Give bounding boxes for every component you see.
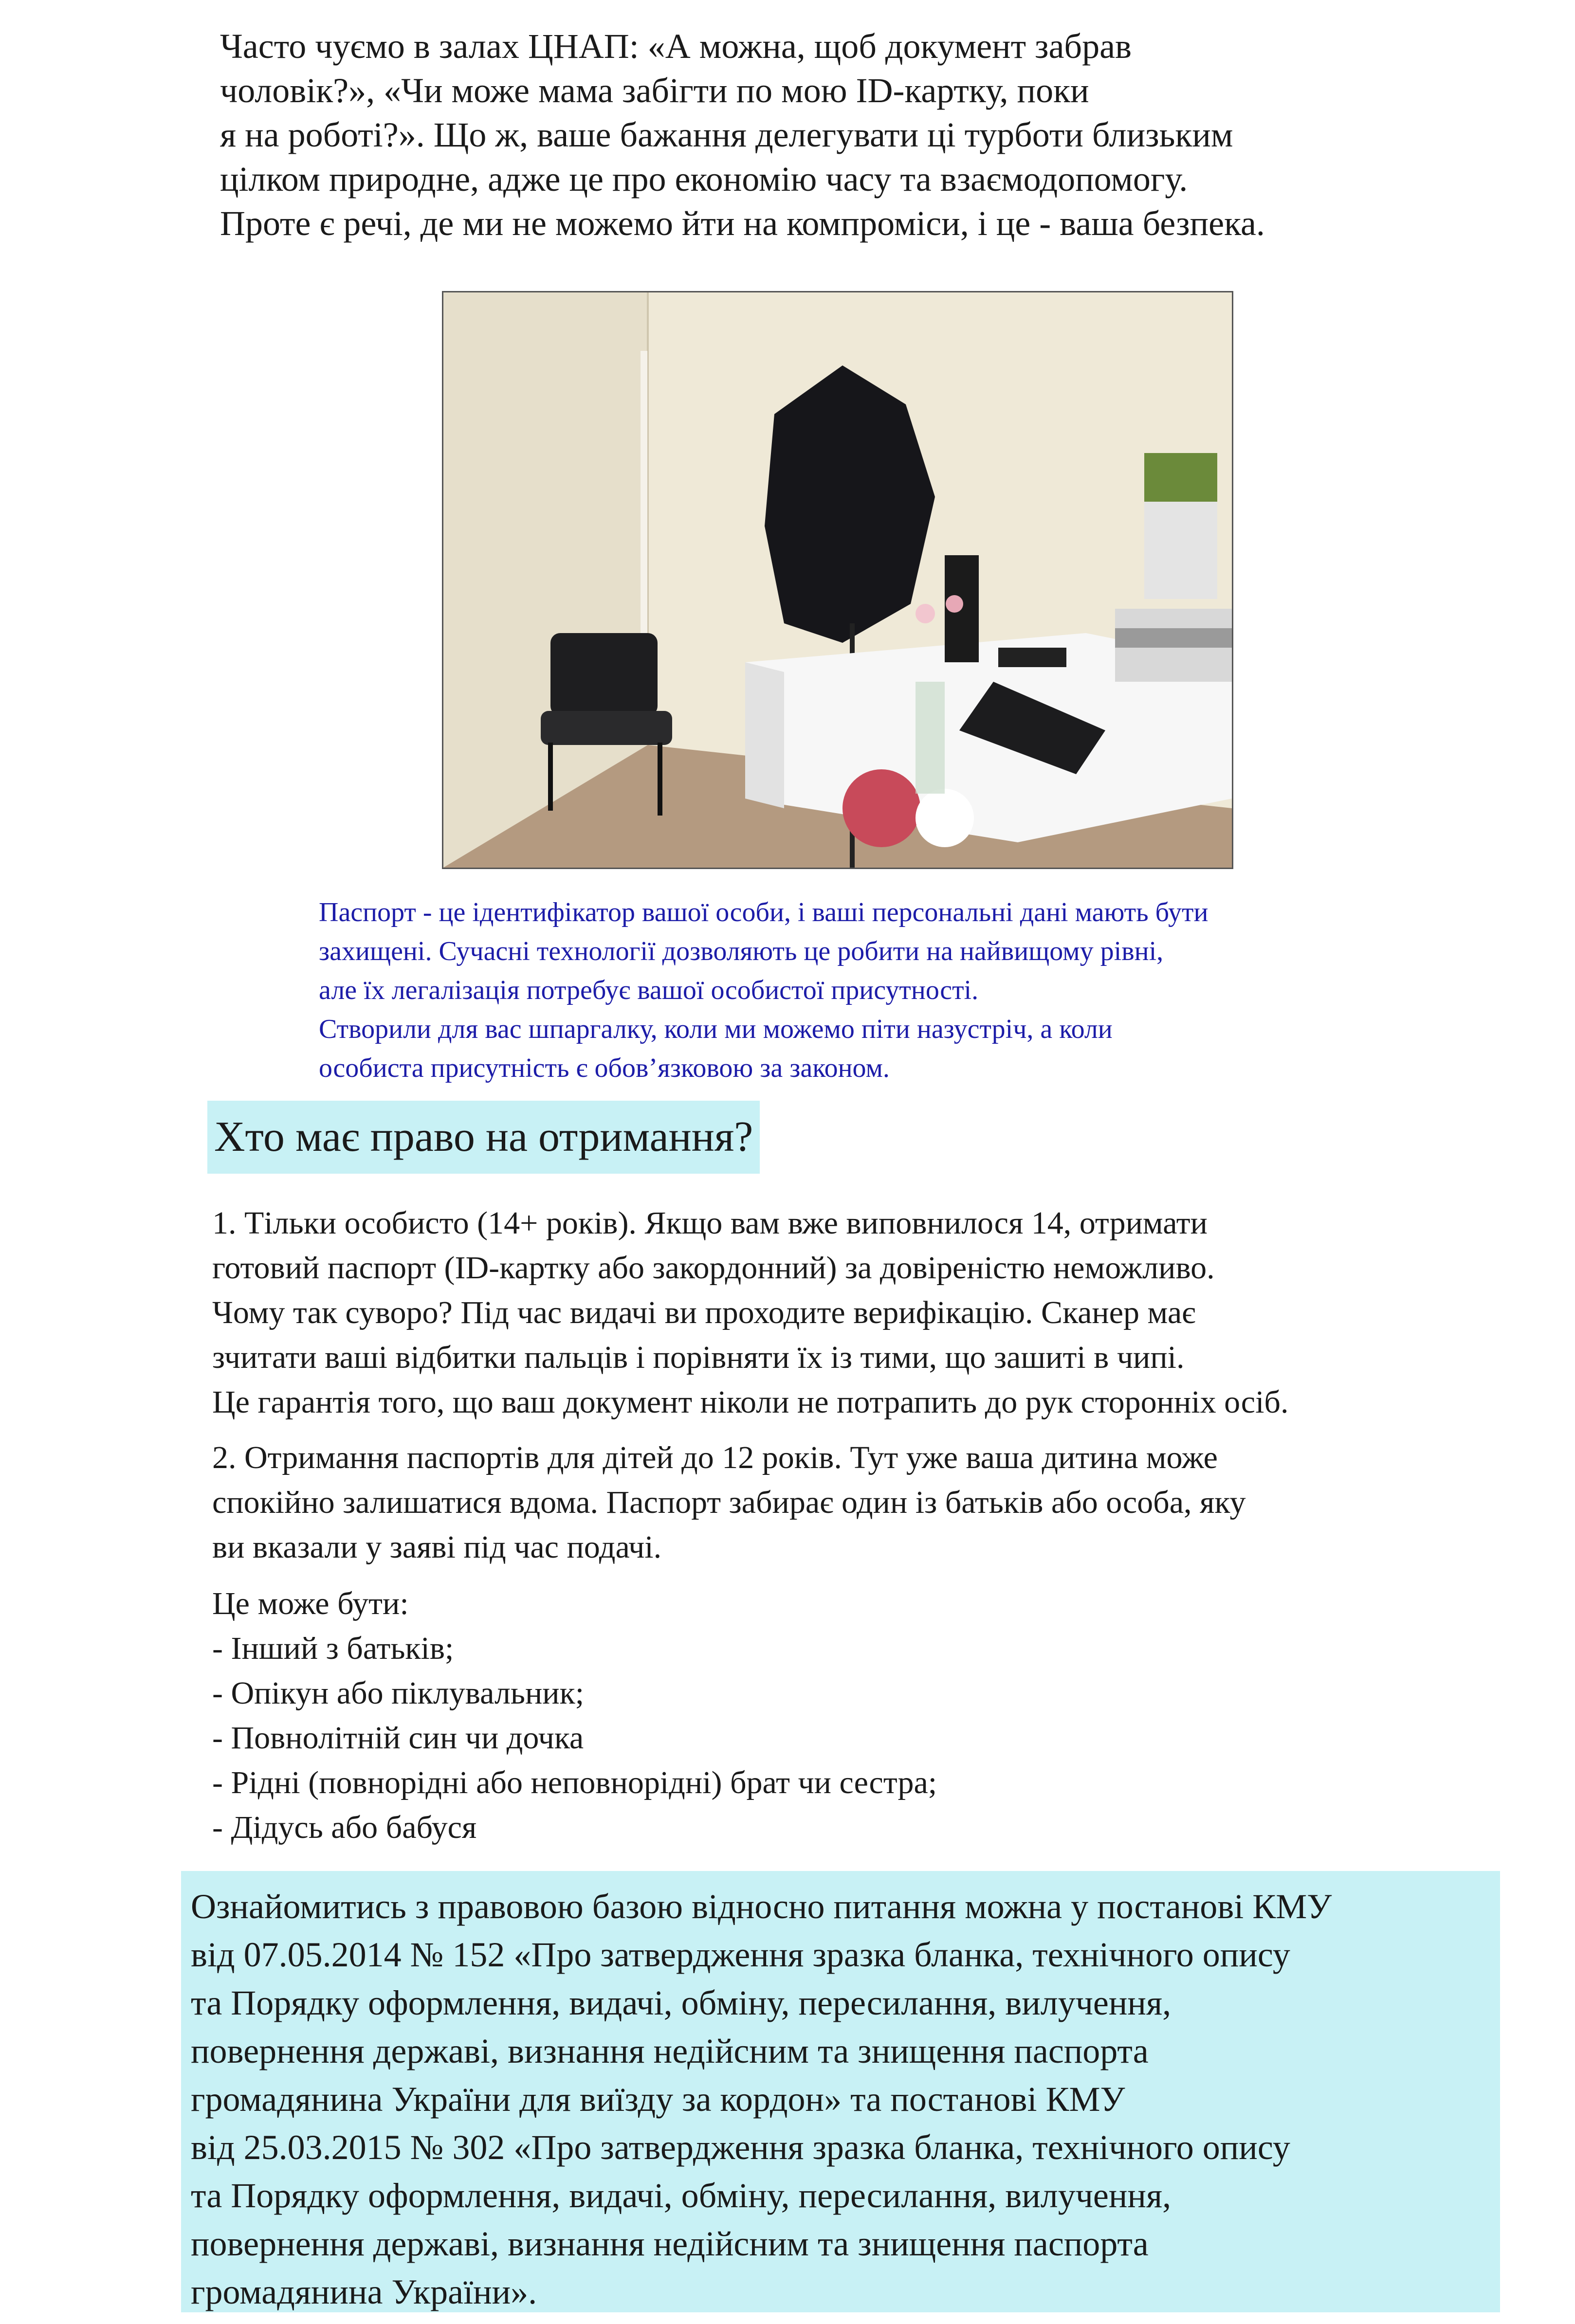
point-two-paragraph [212, 1435, 1478, 1570]
section-heading: Хто має право на отримання? [207, 1101, 760, 1174]
intro-line: Часто чуємо в залах ЦНАП: «А можна, щоб документ забрав [220, 27, 1132, 66]
point-one-line: Це гарантія того, що ваш документ ніколи не потрапить до рук сторонніх осіб. [212, 1384, 1289, 1420]
legal-line: та Порядку оформлення, видачі, обміну, пересилання, вилучення, [191, 2176, 1172, 2215]
legal-line: від 07.05.2014 № 152 «Про затвердження зразка бланка, технічного опису [191, 1935, 1290, 1974]
point-one-paragraph [212, 1201, 1478, 1425]
point-two-line: 2. Отримання паспортів для дітей до 12 років. Тут уже ваша дитина може [212, 1440, 1218, 1475]
intro-line: чоловік?», «Чи може мама забігти по мою ID-картку, поки [220, 71, 1089, 110]
point-two-line: ви вказали у заяві під час подачі. [212, 1529, 662, 1565]
legal-line: та Порядку оформлення, видачі, обміну, пересилання, вилучення, [191, 1983, 1172, 2022]
caption-line: Паспорт - це ідентифікатор вашої особи, і ваші персональні дані мають бути [319, 897, 1209, 927]
list-item: - Рідні (повнорідні або неповнорідні) брат чи сестра; [212, 1765, 937, 1800]
point-two-line: спокійно залишатися вдома. Паспорт забирає один із батьків або особа, яку [212, 1485, 1246, 1520]
point-one-line: Чому так суворо? Під час видачі ви проходите верифікацію. Сканер має [212, 1295, 1196, 1330]
list-intro: Це може бути: [212, 1586, 409, 1621]
legal-line: громадянина України». [191, 2272, 537, 2311]
intro-line: я на роботі?». Що ж, ваше бажання делегувати ці турботи близьким [220, 115, 1233, 154]
legal-line: повернення державі, визнання недійсним та знищення паспорта [191, 2224, 1149, 2263]
legal-basis-note [181, 1871, 1500, 2312]
list-item: - Дідусь або бабуся [212, 1810, 477, 1845]
caption-line: Створили для вас шпаргалку, коли ми можемо піти назустріч, а коли [319, 1014, 1113, 1044]
legal-line: Ознайомитись з правовою базою відносно питання можна у постанові КМУ [191, 1887, 1332, 1926]
photo-caption [319, 893, 1438, 1088]
legal-line: від 25.03.2015 № 302 «Про затвердження зразка бланка, технічного опису [191, 2128, 1290, 2167]
list-item: - Опікун або піклувальник; [212, 1675, 585, 1711]
eligible-persons-list [212, 1581, 1478, 1850]
caption-line: особиста присутність є обов’язковою за законом. [319, 1053, 890, 1083]
point-one-line: готовий паспорт (ID-картку або закордонний) за довіреністю неможливо. [212, 1250, 1215, 1286]
point-one-line: 1. Тільки особисто (14+ років). Якщо вам вже виповнилося 14, отримати [212, 1205, 1208, 1241]
intro-line: Проте є речі, де ми не можемо йти на компроміси, і це - ваша безпека. [220, 204, 1265, 243]
legal-line: повернення державі, визнання недійсним та знищення паспорта [191, 2032, 1149, 2070]
photo-studio-room [442, 291, 1233, 869]
list-item: - Повнолітній син чи дочка [212, 1720, 584, 1756]
intro-paragraph [220, 24, 1437, 246]
point-one-line: зчитати ваші відбитки пальців і порівняти їх із тими, що зашиті в чипі. [212, 1340, 1185, 1375]
caption-line: але їх легалізація потребує вашої особистої присутності. [319, 975, 979, 1005]
photo-illustration [443, 292, 1232, 868]
list-item: - Інший з батьків; [212, 1631, 454, 1666]
caption-line: захищені. Сучасні технології дозволяють це робити на найвищому рівні, [319, 936, 1164, 966]
legal-line: громадянина України для виїзду за кордон» та постанові КМУ [191, 2080, 1125, 2119]
intro-line: цілком природне, адже це про економію часу та взаємодопомогу. [220, 160, 1188, 199]
